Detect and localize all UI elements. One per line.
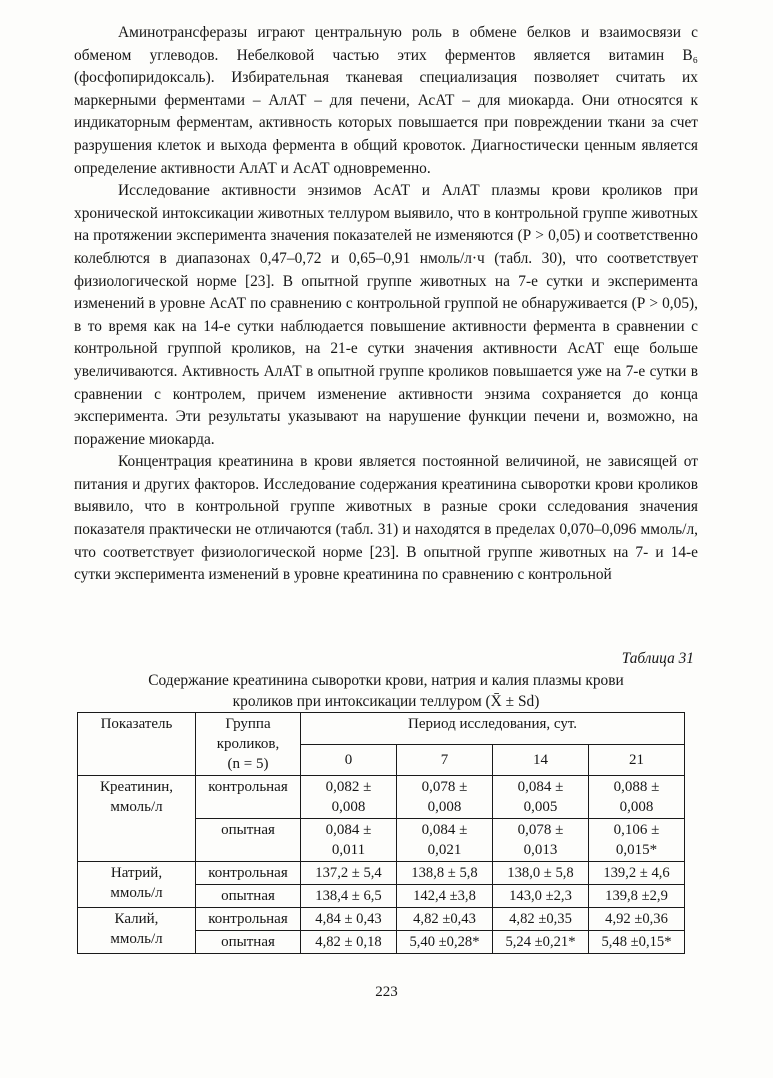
value-cell: 5,40 ±0,28* (397, 931, 493, 954)
header-group-line-1: Группа (225, 716, 271, 732)
value-cell (397, 776, 493, 819)
value-cell: 138,0 ± 5,8 (493, 862, 589, 885)
group-cell: опытная (196, 885, 301, 908)
value-cell: 4,82 ±0,35 (493, 908, 589, 931)
value-cell (589, 819, 685, 862)
value-cell: 5,48 ±0,15* (589, 931, 685, 954)
value-cell (589, 776, 685, 819)
value-sd: 0,011 (331, 842, 366, 858)
value-mean: 0,084 ± (421, 822, 468, 838)
value-mean: 0,078 ± (421, 779, 468, 795)
header-day-7: 7 (397, 744, 493, 776)
value-cell: 143,0 ±2,3 (493, 885, 589, 908)
value-cell (493, 819, 589, 862)
value-cell (493, 776, 589, 819)
header-indicator: Показатель (78, 713, 196, 776)
paragraph-enzyme-activity: Исследование активности энзимов АсАТ и АлАТ плазмы крови кроликов при хронической интоксикации животных теллуром выявило, что в контрольной группе животных на протяжении эксперимента значения показателей не изменяются (Р > 0,05) и соответственно колеблются в диапазонах 0,47–0,72 и 0,65–0,91 нмоль/л·ч (табл. 30), что соответствует физиологической норме [23]. В опытной группе животных на 7-е сутки и эксперимента изменений в уровне АсАТ по сравнению с контрольной группой не обнаруживается (Р > 0,05), в то время как на 14-е сутки наблюдается повышение активности фермента в сравнении с контрольной группой кроликов, на 21-е сутки значения активности АсАТ еще больше увеличиваются. Активность АлАТ в опытной группе кроликов повышается уже на 7-е сутки в сравнении с контролем, причем изменение активности энзима сохраняется до конца эксперимента. Эти результаты указывают на нарушение функции печени и, возможно, на поражение миокарда. (74, 182, 698, 448)
group-cell: опытная (196, 819, 301, 862)
results-table (77, 712, 685, 954)
table-number: Таблица 31 (621, 650, 694, 667)
table-row (78, 908, 685, 931)
header-day-21: 21 (589, 744, 685, 776)
table-title (86, 670, 686, 712)
indicator-unit: ммоль/л (110, 799, 163, 815)
header-row (78, 713, 685, 745)
page-number: 223 (375, 984, 398, 1000)
group-cell: опытная (196, 931, 301, 954)
value-cell: 4,82 ±0,43 (397, 908, 493, 931)
indicator-unit: ммоль/л (110, 885, 163, 901)
indicator-name: Калий, (114, 911, 159, 927)
body-text (74, 22, 698, 587)
table-row (78, 862, 685, 885)
header-day-14: 14 (493, 744, 589, 776)
value-sd: 0,008 (427, 799, 462, 815)
table-title-line-1: Содержание креатинина сыворотки крови, натрия и калия плазмы крови (148, 672, 624, 689)
paragraph-creatinine: Концентрация креатинина в крови является постоянной величиной, не зависящей от питания и других факторов. Исследование содержания креатинина сыворотки крови кроликов выявило, что в контрольной группе животных в разные сроки сследования значения показателя практически не отличаются (табл. 31) и находятся в пределах 0,070–0,096 ммоль/л, что соответствует физиологической норме [23]. В опытной группе животных на 7- и 14-е сутки эксперимента изменений в уровне креатинина по сравнению с контрольной (74, 453, 698, 584)
value-mean: 0,084 ± (325, 822, 372, 838)
indicator-name: Креатинин, (99, 779, 174, 795)
value-sd: 0,005 (523, 799, 558, 815)
header-group (196, 713, 301, 776)
value-sd: 0,015* (615, 842, 658, 858)
value-mean: 0,088 ± (613, 779, 660, 795)
value-cell: 139,2 ± 4,6 (589, 862, 685, 885)
value-cell: 4,84 ± 0,43 (301, 908, 397, 931)
header-group-line-3: (n = 5) (227, 756, 269, 772)
value-cell (397, 819, 493, 862)
value-cell: 4,82 ± 0,18 (301, 931, 397, 954)
indicator-creatinine (78, 776, 196, 862)
header-day-0: 0 (301, 744, 397, 776)
header-period: Период исследования, сут. (301, 713, 685, 745)
indicator-unit: ммоль/л (110, 931, 163, 947)
value-mean: 0,106 ± (613, 822, 660, 838)
indicator-potassium (78, 908, 196, 954)
value-sd: 0,008 (619, 799, 654, 815)
paragraph-aminotransferases: Аминотрансферазы играют центральную роль в обмене белков и взаимосвязи с обменом углеводов. Небелковой частью этих ферментов является витамин B₆ (фосфопиридоксаль). Избирательная тканевая специализация позволяет считать их маркерными ферментами – АлАТ – для печени, АсАТ – для миокарда. Они относятся к индикаторным ферментам, активность которых повышается при повреждении ткани за счет разрушения клеток и выхода фермента в общий кровоток. Диагностически ценным является определение активности АлАТ и АсАТ одновременно. (74, 24, 698, 177)
value-cell: 5,24 ±0,21* (493, 931, 589, 954)
value-cell: 4,92 ±0,36 (589, 908, 685, 931)
group-cell: контрольная (196, 908, 301, 931)
value-mean: 0,078 ± (517, 822, 564, 838)
table-row (78, 776, 685, 819)
indicator-sodium (78, 862, 196, 908)
value-mean: 0,082 ± (325, 779, 372, 795)
value-cell: 138,4 ± 6,5 (301, 885, 397, 908)
table-title-line-2: кроликов при интоксикации теллуром (X̄ ± Sd) (232, 693, 540, 710)
value-sd: 0,013 (523, 842, 558, 858)
value-cell: 139,8 ±2,9 (589, 885, 685, 908)
value-cell: 138,8 ± 5,8 (397, 862, 493, 885)
value-cell: 137,2 ± 5,4 (301, 862, 397, 885)
value-cell: 142,4 ±3,8 (397, 885, 493, 908)
indicator-name: Натрий, (110, 865, 163, 881)
value-mean: 0,084 ± (517, 779, 564, 795)
value-sd: 0,008 (331, 799, 366, 815)
value-cell (301, 819, 397, 862)
header-group-line-2: кроликов, (216, 736, 280, 752)
value-sd: 0,021 (427, 842, 462, 858)
group-cell: контрольная (196, 776, 301, 819)
group-cell: контрольная (196, 862, 301, 885)
value-cell (301, 776, 397, 819)
